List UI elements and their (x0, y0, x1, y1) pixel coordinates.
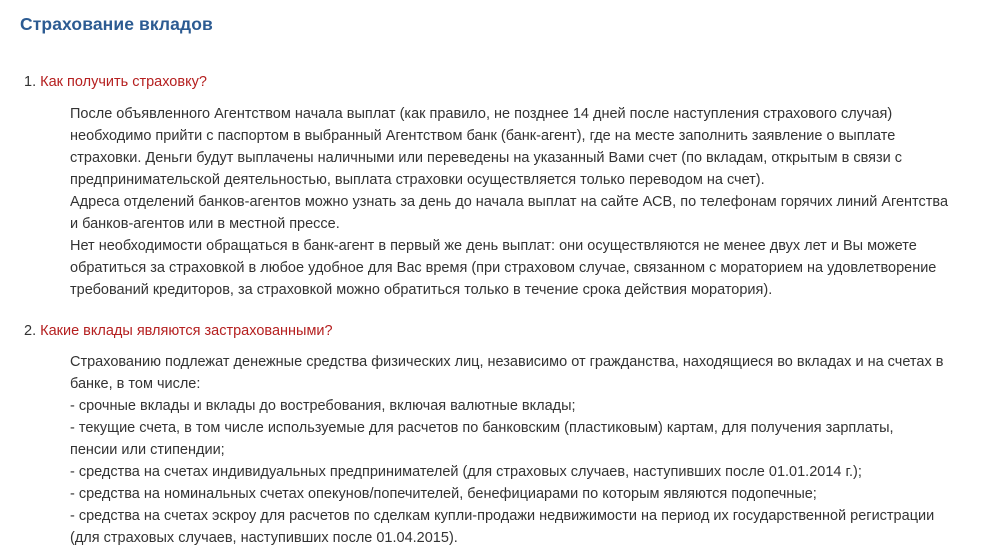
question-link-insured-deposits[interactable]: Какие вклады являются застрахованными? (40, 323, 333, 339)
answer-line: Страхованию подлежат денежные средства физических лиц, независимо от гражданства, находящиеся во вкладах и на счетах в (70, 354, 944, 370)
answer-line: Нет необходимости обращаться в банк-агент в первый же день выплат: они осуществляются не менее двух лет и Вы можете (70, 238, 917, 254)
answer-line: - срочные вклады и вклады до востребования, включая валютные вклады; (70, 398, 576, 414)
answer-line: - текущие счета, в том числе используемые для расчетов по банковским (пластиковым) картам, для получения зарплаты, (70, 420, 894, 436)
question-link-how-to-get-insurance[interactable]: Как получить страховку? (40, 74, 207, 90)
faq-answer-1 (70, 103, 982, 301)
faq-question-1 (24, 72, 207, 92)
faq-answer-2 (70, 351, 982, 549)
answer-line: и банков-агентов или в местной прессе. (70, 216, 340, 232)
answer-line: страховки. Деньги будут выплачены наличными или переведены на указанный Вами счет (по вкладам, открытым в связи с (70, 150, 903, 166)
faq-question-2 (24, 321, 333, 341)
answer-line: - средства на номинальных счетах опекунов/попечителей, бенефициарами по которым являются подопечные; (70, 486, 817, 502)
answer-line: требований кредиторов, за страховкой можно обратиться только в течение срока действия моратория). (70, 282, 773, 298)
answer-line: обратиться за страховкой в любое удобное для Вас время (при страховом случае, связанном с мораторием на удовлетворение (70, 260, 937, 276)
answer-line: - средства на счетах эскроу для расчетов по сделкам купли-продажи недвижимости на период их государственной регистрации (70, 508, 935, 524)
answer-line: После объявленного Агентством начала выплат (как правило, не позднее 14 дней после наступления страхового случая) (70, 106, 893, 122)
answer-line: Адреса отделений банков-агентов можно узнать за день до начала выплат на сайте АСВ, по телефонам горячих линий Агентства (70, 194, 949, 210)
answer-line: предпринимательской деятельностью, выплата страховки осуществляется только переводом на счет). (70, 172, 765, 188)
answer-line: пенсии или стипендии; (70, 442, 225, 458)
page-title: Страхование вкладов (20, 14, 213, 34)
answer-line: банке, в том числе: (70, 376, 201, 392)
answer-line: - средства на счетах индивидуальных предпринимателей (для страховых случаев, наступивших после 01.01.2014 г.); (70, 464, 862, 480)
answer-line: необходимо прийти с паспортом в выбранный Агентством банк (банк-агент), где на месте заполнить заявление о выплате (70, 128, 896, 144)
answer-line: (для страховых случаев, наступивших после 01.04.2015). (70, 530, 458, 546)
question-number: 1. (24, 74, 37, 90)
question-number: 2. (24, 323, 37, 339)
